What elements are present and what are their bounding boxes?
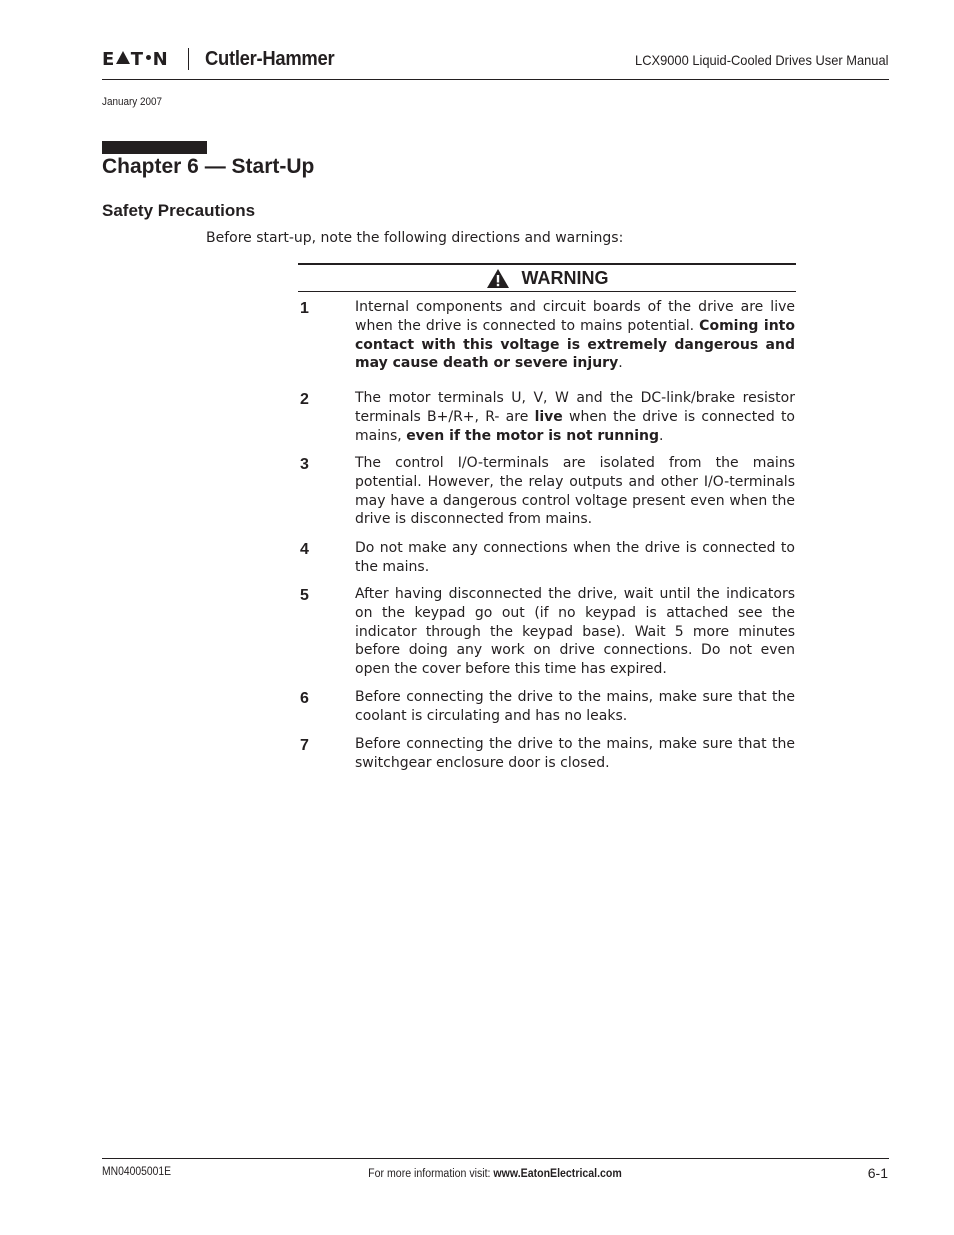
footer-rule [102,1158,889,1159]
warning-item-text [355,389,795,445]
logo-divider [188,48,189,70]
warning-emphasis: live [534,408,563,425]
warning-item-text [355,688,795,726]
eaton-logo: E T N [102,48,169,70]
publication-date: January 2007 [102,96,163,108]
warning-item-number: 5 [300,587,309,604]
warning-label: WARNING [521,267,609,288]
warning-text-segment: Internal components and circuit boards of the drive are live when the drive is connected to mains potential. [355,299,795,334]
warning-text-segment: The motor terminals U, V, W and the DC-link/brake resistor terminals B+/R+, R- are [355,390,795,425]
warning-item-text [355,298,795,373]
footer-url-link[interactable]: www.EatonElectrical.com [493,1168,622,1180]
warning-emphasis: even if the motor is not running [406,427,659,444]
warning-text-segment: Before connecting the drive to the mains, make sure that the coolant is circulating and has no leaks. [355,689,795,724]
warning-text-segment: when the drive is connected to mains, [355,408,795,444]
warning-item-number: 2 [300,391,309,408]
warning-item-number: 3 [300,456,309,473]
manual-title: LCX9000 Liquid-Cooled Drives User Manual [634,52,888,68]
warning-item-number: 7 [300,737,309,754]
chapter-bar [102,141,207,154]
warning-text-segment: After having disconnected the drive, wait until the indicators on the keypad go out (if no keypad is attached see the indicator through the keypad base). Wait 5 more minutes before doing any work on drive connections. Do not even open the cover before this time has expired. [355,586,795,678]
warning-emphasis: Coming into contact with this voltage is extremely dangerous and may cause death or severe injury [355,317,795,372]
brand-logos [102,46,346,72]
document-number: MN04005001E [102,1166,172,1178]
warning-text-segment: Do not make any connections when the drive is connected to the mains. [355,540,795,575]
warning-item-number: 1 [300,300,309,317]
warning-item-text [355,539,795,577]
page-number: 6-1 [867,1165,888,1181]
header-rule [102,79,889,80]
warning-item-number: 4 [300,541,309,558]
warning-item-number: 6 [300,690,309,707]
section-title: Safety Precautions [102,201,256,220]
warning-triangle-icon [486,268,510,289]
warning-rule-top [298,263,796,265]
warning-text-segment: . [618,355,623,372]
warning-item-text [355,735,795,773]
footer-info [40,1168,951,1180]
warning-item-text [355,585,795,679]
section-intro: Before start-up, note the following directions and warnings: [206,230,624,246]
cutler-hammer-logo: Cutler-Hammer [205,47,335,70]
warning-item-text [355,454,795,529]
warning-rule-bottom [298,291,796,292]
warning-text-segment: Before connecting the drive to the mains, make sure that the switchgear enclosure door is closed. [355,736,795,771]
chapter-title: Chapter 6 — Start-Up [102,155,315,178]
warning-header [298,266,796,290]
warning-text-segment: The control I/O-terminals are isolated from the mains potential. However, the relay outputs and other I/O-terminals may have a dangerous control voltage present even when the drive is disconnected from mains. [355,455,795,528]
warning-text-segment: . [658,427,664,444]
footer-info-prefix: For more information visit: [368,1168,494,1180]
